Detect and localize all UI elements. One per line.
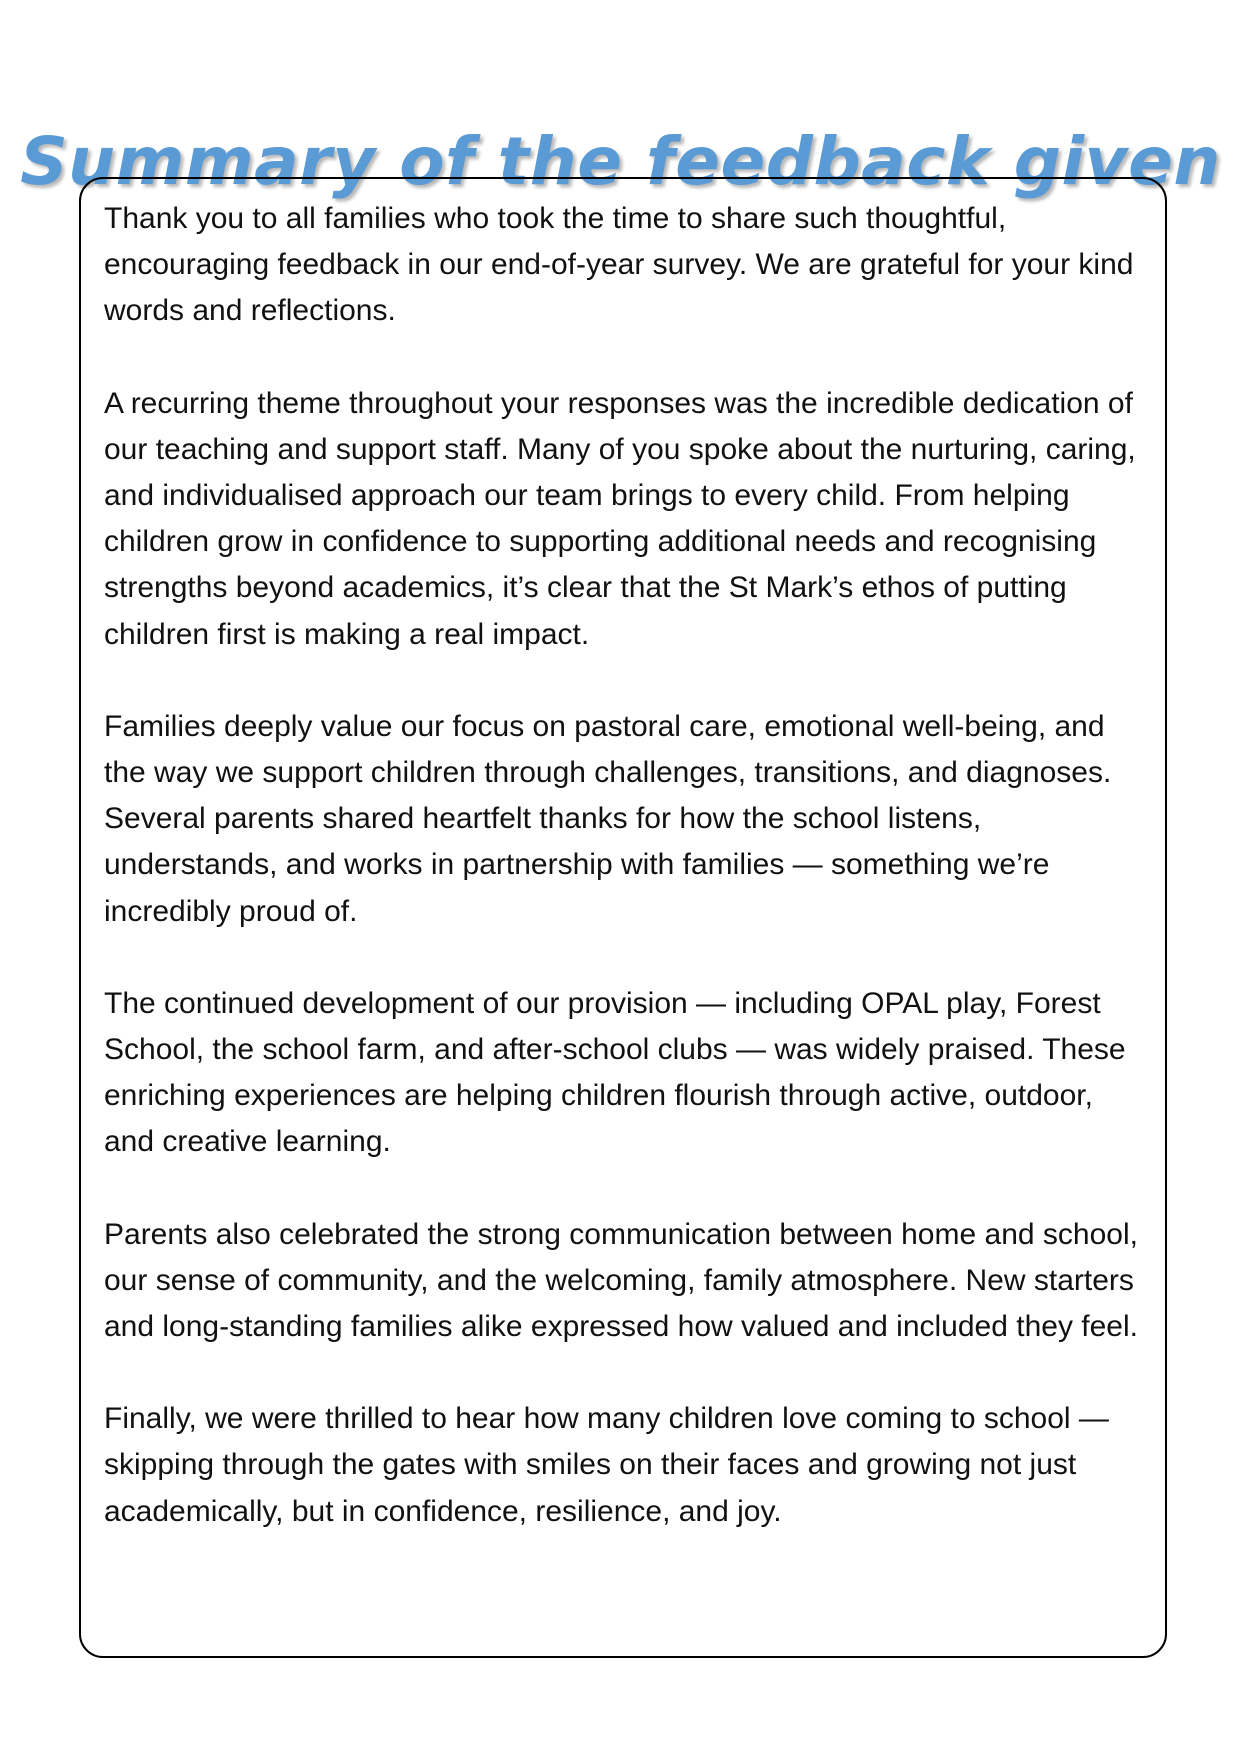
paragraph-closing: Finally, we were thrilled to hear how many children love coming to school — skipping through the gates with smiles on their faces and growing not just academically, but in confidence, resilience, and joy. xyxy=(104,1402,1109,1528)
paragraph-pastoral-care: Families deeply value our focus on pastoral care, emotional well-being, and the way we support children through challenges, transitions, and diagnoses. Several parents shared heartfelt thanks for how the school listens, understands, and works in partnership with families — something we’re incredibly proud of. xyxy=(104,709,1112,928)
paragraph-thanks: Thank you to all families who took the time to share such thoughtful, encouraging feedback in our end-of-year survey. We are grateful for your kind words and reflections. xyxy=(104,202,1134,328)
paragraph-staff-dedication: A recurring theme throughout your responses was the incredible dedication of our teaching and support staff. Many of you spoke about the nurturing, caring, and individualised approach our team brings to every child. From helping children grow in confidence to supporting additional needs and recognising strengths beyond academics, it’s clear that the St Mark’s ethos of putting children first is making a real impact. xyxy=(104,386,1136,651)
paragraph-communication: Parents also celebrated the strong communication between home and school, our sense of community, and the welcoming, family atmosphere. New starters and long-standing families alike expressed how valued and included they feel. xyxy=(104,1217,1138,1344)
feedback-summary-box xyxy=(79,177,1167,1658)
page-title: Summary of the feedback given xyxy=(20,123,1221,201)
paragraph-provision: The continued development of our provision — including OPAL play, Forest School, the school farm, and after-school clubs — was widely praised. These enriching experiences are helping children flourish through active, outdoor, and creative learning. xyxy=(104,986,1126,1159)
